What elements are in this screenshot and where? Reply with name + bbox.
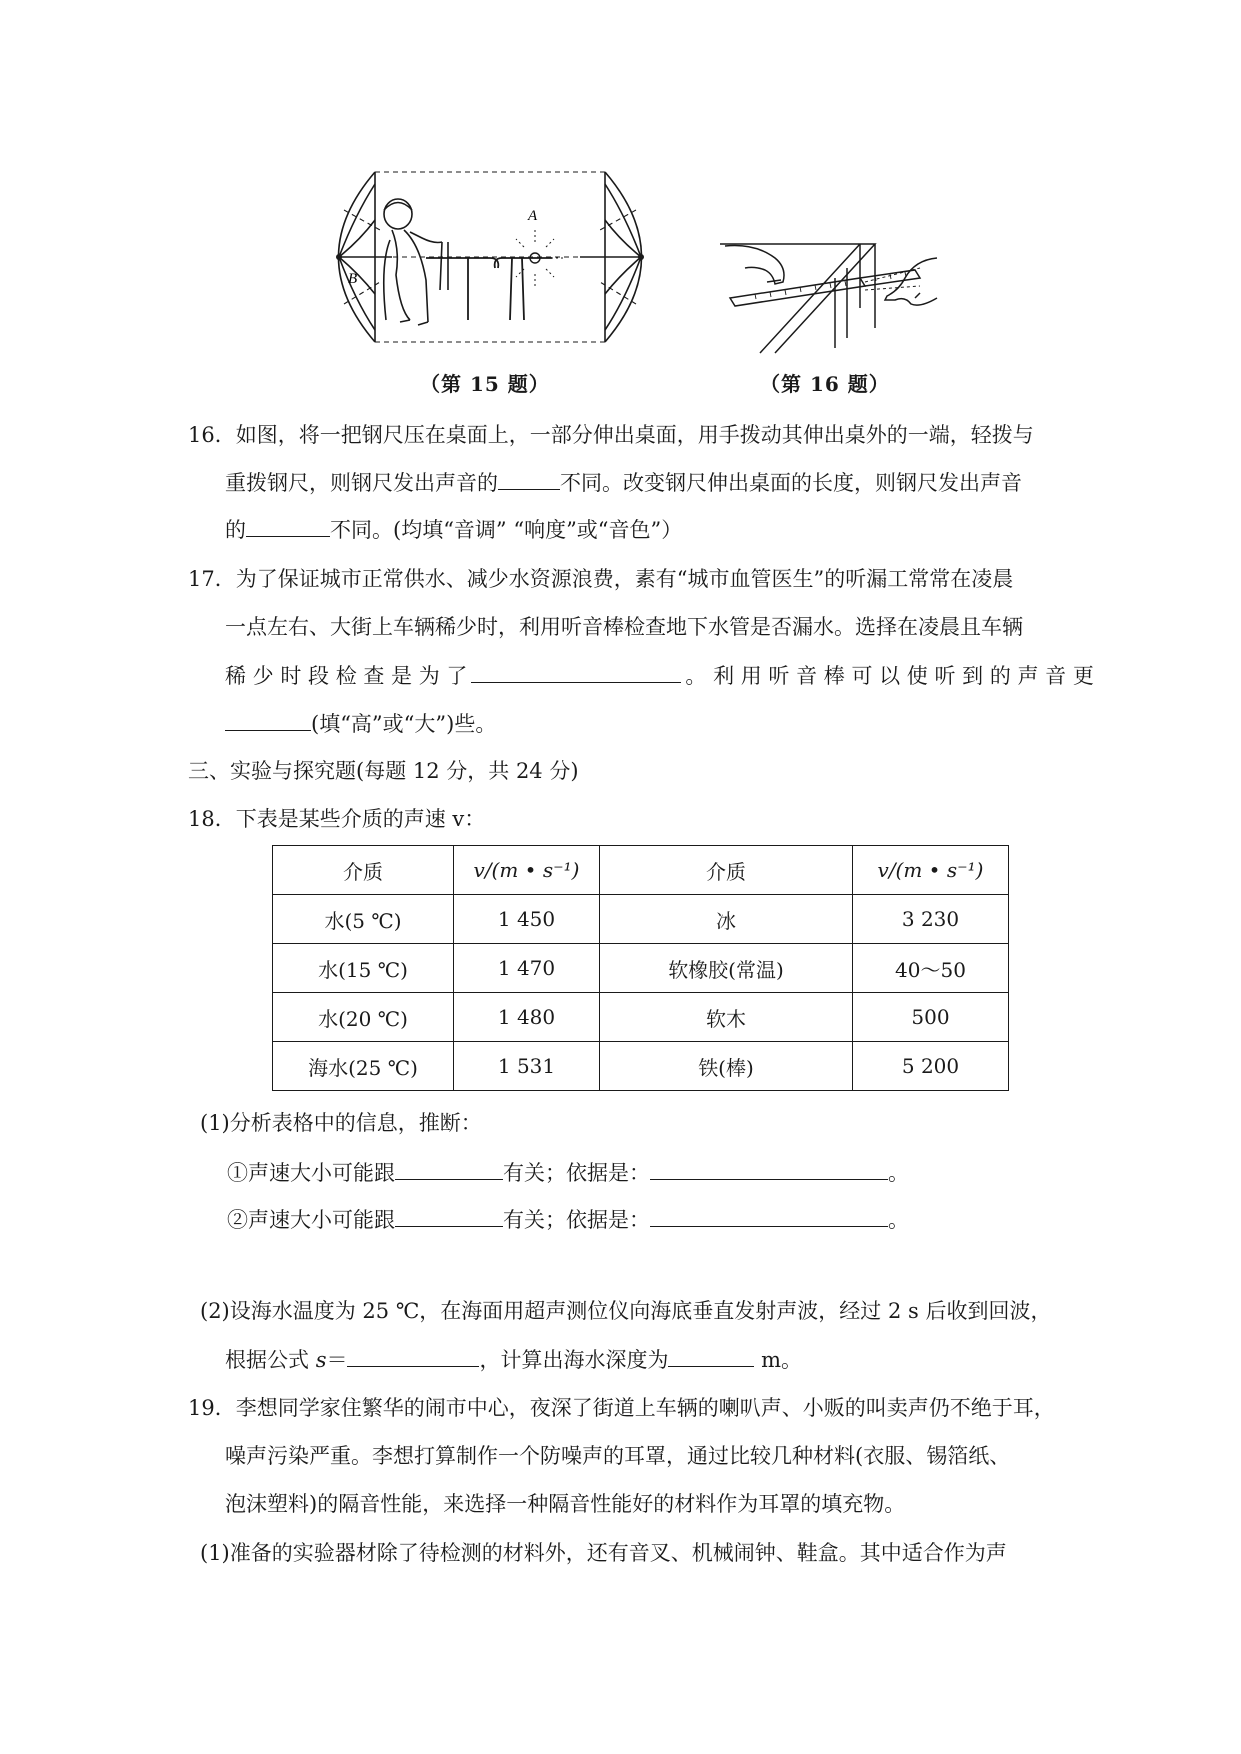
q18-text: ②声速大小可能跟 — [227, 1208, 395, 1232]
sound-speed-table — [272, 845, 1009, 1091]
table-header: 介质 — [273, 846, 454, 895]
q19-line-2: 噪声污染严重。李想打算制作一个防噪声的耳罩，通过比较几种材料(衣服、锡箔纸、 — [225, 1444, 1011, 1468]
table-row — [273, 993, 1009, 1042]
q18-part-2-line-2 — [225, 1344, 802, 1375]
table-cell: 40～50 — [853, 944, 1009, 993]
figure-15-caption: （第 15 题） — [420, 372, 550, 396]
q18-blank-3[interactable] — [395, 1204, 503, 1227]
q18-text: ＝ — [326, 1348, 348, 1372]
q16-blank-2[interactable] — [246, 514, 330, 537]
q18-text: m。 — [754, 1348, 803, 1372]
q17-text: (填“高”或“大”)些。 — [311, 712, 497, 736]
table-cell: 1 470 — [454, 944, 600, 993]
q18-blank-5[interactable] — [347, 1344, 479, 1367]
table-cell: 水(15 ℃) — [273, 944, 454, 993]
table-row — [273, 895, 1009, 944]
q16-blank-1[interactable] — [498, 467, 560, 490]
table-cell: 水(5 ℃) — [273, 895, 454, 944]
q16-line-1: 16．如图，将一把钢尺压在桌面上，一部分伸出桌面，用手拨动其伸出桌外的一端，轻拨与 — [188, 423, 1034, 447]
q19-line-1: 19．李想同学家住繁华的闹市中心，夜深了街道上车辆的喇叭声、小贩的叫卖声仍不绝于耳， — [188, 1396, 1055, 1420]
q16-text: 不同。改变钢尺伸出桌面的长度，则钢尺发出声音 — [560, 471, 1022, 495]
table-header: v/(m • s⁻¹) — [454, 846, 600, 895]
q17-blank-1[interactable] — [471, 660, 681, 683]
q18-text: 。 — [888, 1208, 909, 1232]
table-header: v/(m • s⁻¹) — [853, 846, 1009, 895]
table-cell: 3 230 — [853, 895, 1009, 944]
table-cell: 冰 — [600, 895, 853, 944]
q17-text: 。 利 用 听 音 棒 可 以 使 听 到 的 声 音 更 — [685, 664, 1094, 688]
table-cell: 水(20 ℃) — [273, 993, 454, 1042]
q17-blank-2[interactable] — [225, 708, 311, 731]
q18-intro: 18．下表是某些介质的声速 v： — [188, 807, 486, 831]
q18-blank-2[interactable] — [650, 1157, 888, 1180]
q16-text: 重拨钢尺，则钢尺发出声音的 — [225, 471, 498, 495]
table-cell: 软木 — [600, 993, 853, 1042]
table-header-row — [273, 846, 1009, 895]
q18-part-1-intro: (1)分析表格中的信息，推断： — [200, 1111, 482, 1135]
q18-text: 有关；依据是： — [503, 1208, 650, 1232]
figure-15-umbrellas — [330, 170, 650, 365]
q17-line-3 — [225, 660, 1094, 691]
ruler-diagram — [715, 238, 940, 363]
table-cell: 软橡胶(常温) — [600, 944, 853, 993]
q18-blank-1[interactable] — [395, 1157, 503, 1180]
q17-line-2: 一点左右、大街上车辆稀少时，利用听音棒检查地下水管是否漏水。选择在凌晨且车辆 — [225, 615, 1023, 639]
q16-line-3 — [225, 514, 682, 545]
table-cell: 海水(25 ℃) — [273, 1042, 454, 1091]
table-cell: 500 — [853, 993, 1009, 1042]
table-header: 介质 — [600, 846, 853, 895]
table-cell: 1 450 — [454, 895, 600, 944]
table-cell: 铁(棒) — [600, 1042, 853, 1091]
table-cell: 5 200 — [853, 1042, 1009, 1091]
q18-blank-4[interactable] — [650, 1204, 888, 1227]
q18-part-1-i — [227, 1157, 909, 1188]
umbrella-diagram — [330, 170, 650, 365]
q17-line-4 — [225, 708, 496, 739]
q16-line-2 — [225, 467, 1022, 498]
q18-formula-s: s — [315, 1348, 327, 1372]
table-cell: 1 531 — [454, 1042, 600, 1091]
q17-text: 稀 少 时 段 检 查 是 为 了 — [225, 664, 468, 688]
table-row — [273, 1042, 1009, 1091]
table-row — [273, 944, 1009, 993]
q18-blank-6[interactable] — [668, 1344, 754, 1367]
figure-16-ruler — [715, 238, 940, 363]
q16-text: 不同。(均填“音调” “响度”或“音色”） — [330, 518, 683, 542]
label-a: A — [528, 208, 538, 224]
q18-text: 有关；依据是： — [503, 1161, 650, 1185]
q18-text: 根据公式 — [225, 1348, 316, 1372]
figure-16-caption: （第 16 题） — [760, 372, 890, 396]
q18-text: ，计算出海水深度为 — [479, 1348, 669, 1372]
q16-text: 的 — [225, 518, 246, 542]
q18-part-1-ii — [227, 1204, 909, 1235]
q18-text: ①声速大小可能跟 — [227, 1161, 395, 1185]
label-b: B — [348, 271, 358, 287]
q18-part-2-line-1: (2)设海水温度为 25 ℃，在海面用超声测位仪向海底垂直发射声波，经过 2 s 后收到回波， — [200, 1299, 1052, 1323]
section-3-heading: 三、实验与探究题(每题 12 分，共 24 分) — [188, 759, 579, 783]
q17-line-1: 17．为了保证城市正常供水、减少水资源浪费，素有“城市血管医生”的听漏工常常在凌晨 — [188, 567, 1014, 591]
q18-text: 。 — [888, 1161, 909, 1185]
q19-part-1-line-1: (1)准备的实验器材除了待检测的材料外，还有音叉、机械闹钟、鞋盒。其中适合作为声 — [200, 1541, 1007, 1565]
table-cell: 1 480 — [454, 993, 600, 1042]
q19-line-3: 泡沫塑料)的隔音性能，来选择一种隔音性能好的材料作为耳罩的填充物。 — [225, 1492, 906, 1516]
